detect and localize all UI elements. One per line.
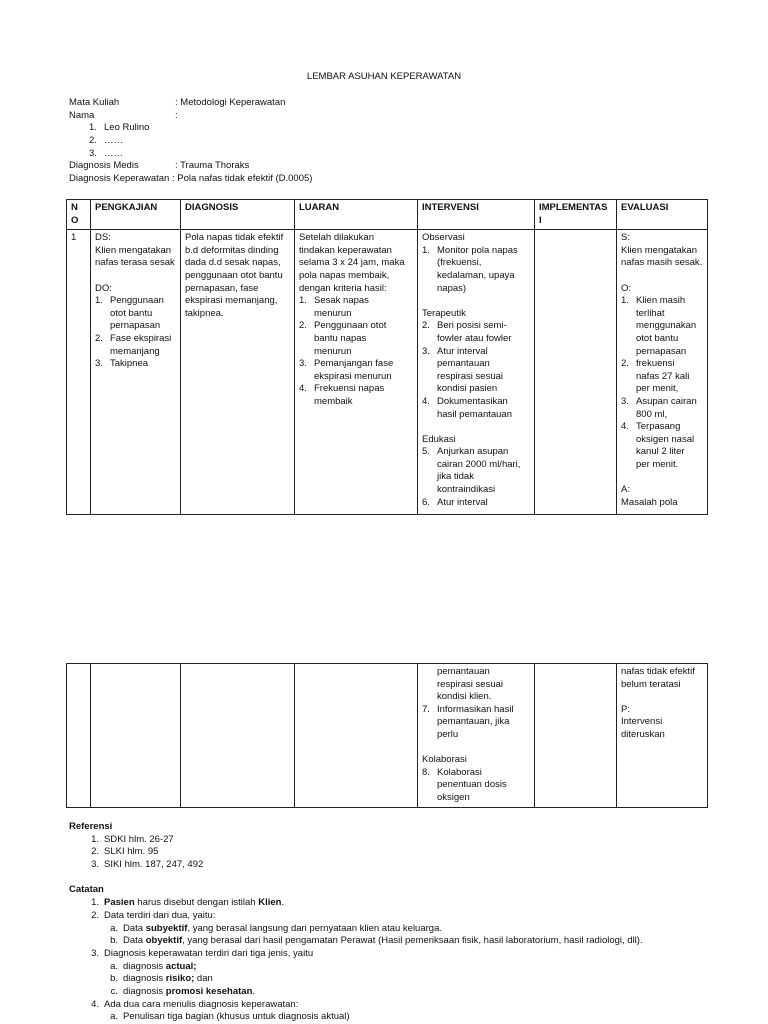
nama-label: Nama [69,109,95,121]
list-item [422,497,530,510]
s-label: S: [621,232,630,244]
item-number: 3. [91,859,99,871]
list-item [95,295,176,333]
list-item [621,295,703,358]
item-number: 3. [91,947,99,959]
a-label: A: [621,484,630,496]
table-header-row [67,200,708,230]
referensi-item [69,846,719,859]
item-text: Frekuensi napas membaik [314,383,385,407]
list-item [422,396,530,421]
text-line: pernapasan, fase [185,282,259,294]
item-number: 2. [91,846,99,858]
catatan-item [69,923,719,936]
text-line: penggunaan otot bantu [185,269,283,281]
item-number: 8. [422,766,430,778]
catatan-item [69,897,719,910]
spacer [621,471,703,484]
referensi-heading: Referensi [69,821,113,832]
table-row [67,230,708,515]
item-text: Terpasang oksigen nasal kanul 2 liter per menit. [636,421,695,470]
item-text: Pemanjangan fase ekspirasi menurun [314,358,394,382]
item-number: 3. [95,358,103,370]
text-line: nafas terasa sesak [95,257,175,269]
item-text: SLKI hlm. 95 [104,846,159,858]
item-text: Monitor pola napas (frekuensi, kedalaman, upaya napas) [437,244,518,294]
catatan-item [69,999,719,1012]
spacer [621,270,703,283]
item-text: Atur interval [437,496,488,508]
item-text: diagnosis actual; [123,960,197,972]
text-line: dada d.d sesak napas, [185,257,281,269]
spacer [621,691,703,704]
item-number: 2. [95,332,103,344]
cell-intervensi [418,230,535,515]
text-line: Intervensi [621,716,663,728]
referensi-item [69,834,719,847]
header-diagnosis: DIAGNOSIS [181,200,295,230]
item-text: diagnosis risiko; dan [123,973,213,985]
list-item [422,245,530,295]
list-item [422,446,530,496]
header-no: N O [67,200,91,230]
item-number: 4. [299,383,307,395]
item-number: 1. [422,244,430,256]
name-number: 2. [89,135,97,147]
referensi-list [69,834,719,872]
list-item [95,358,176,371]
item-number: a. [110,960,118,972]
item-number: 6. [422,496,430,508]
list-item [422,767,530,805]
item-number: 1. [91,897,99,909]
item-number: c. [110,985,118,997]
item-number: 5. [422,446,430,458]
name-text: …… [104,147,123,159]
cell-diagnosis [181,230,295,515]
name-number: 3. [89,147,97,159]
list-item [299,320,413,358]
diagnosis-keperawatan: Diagnosis Keperawatan : Pola nafas tidak efektif (D.0005) [69,173,313,185]
item-number: 3. [299,358,307,370]
item-number: 2. [422,320,430,332]
list-item [422,704,530,742]
continued-item [422,666,530,704]
item-text: Data obyektif, yang berasal dari hasil pengamatan Perawat (Hasil pemeriksaan fisik, hasil laboratorium, hasil radiologi, dll). [123,935,643,947]
kolaborasi-label: Kolaborasi [422,754,467,766]
item-text: Diagnosis keperawatan terdiri dari tiga jenis, yaitu [104,947,314,959]
header-evaluasi: EVALUASI [617,200,708,230]
cell-intervensi-cont [418,664,535,808]
text-line: Klien mengatakan [621,244,698,256]
item-text: Data terdiri dari dua, yaitu: [104,909,216,921]
list-item [299,358,413,383]
terapeutik-label: Terapeutik [422,307,466,319]
item-text: Penggunaan otot bantu pernapasan [110,295,164,332]
text-line: tindakan keperawatan [299,244,392,256]
item-number: 4. [422,395,430,407]
list-item [621,421,703,471]
text-line: Pola napas tidak efektif [185,232,284,244]
item-number: b. [110,973,118,985]
item-text: Penulisan tiga bagian (khusus untuk diagnosis aktual) [123,1011,350,1023]
cell-luaran-cont [295,664,418,808]
text-line: selama 3 x 24 jam, maka [299,257,405,269]
cell-pengkajian-cont [91,664,181,808]
names-list [69,122,709,160]
cell-evaluasi [617,230,708,515]
item-number: 1. [91,833,99,845]
text-line: ekspirasi memanjang, [185,295,278,307]
item-number: 3. [621,395,629,407]
cell-luaran [295,230,418,515]
care-plan-table [66,199,708,515]
item-number: 4. [91,998,99,1010]
spacer [422,742,530,755]
item-text: Beri posisi semi- fowler atau fowler [437,320,512,344]
spacer [95,270,176,283]
header-implementasi: IMPLEMENTAS I [535,200,617,230]
item-text: frekuensi nafas 27 kali per menit, [636,358,690,395]
item-number: 2. [91,909,99,921]
diagnosis-medis-label: Diagnosis Medis [69,160,139,172]
list-item [621,396,703,421]
list-item [95,333,176,358]
catatan-item [69,961,719,974]
list-item [422,320,530,345]
item-text: SDKI hlm. 26-27 [104,833,174,845]
item-number: 1. [95,295,103,307]
item-text: Dokumentasikan hasil pemantauan [437,395,512,420]
item-text: Fase ekspirasi memanjang [110,332,172,357]
item-number: 3. [422,345,430,357]
header-luaran: LUARAN [295,200,418,230]
item-number: 2. [299,320,307,332]
item-number: a. [110,922,118,934]
referensi-item [69,859,719,872]
catatan-item [69,935,719,948]
mata-kuliah-label: Mata Kuliah [69,97,120,108]
list-item [299,295,413,320]
item-text: Takipnea [110,358,149,370]
item-text: Pasien harus disebut dengan istilah Klien. [104,897,285,909]
spacer [422,295,530,308]
nama-value: : [175,109,178,121]
observasi-label: Observasi [422,232,465,244]
header-pengkajian: PENGKAJIAN [91,200,181,230]
mata-kuliah-value: : Metodologi Keperawatan [175,97,286,108]
name-text: …… [104,135,123,147]
catatan-item [69,1011,719,1024]
list-item [422,346,530,396]
catatan-item [69,986,719,999]
name-number: 1. [89,122,97,134]
item-text: Anjurkan asupan cairan 2000 ml/hari, jika tidak kontraindikasi [437,446,521,496]
p-label: P: [621,703,630,715]
cell-diagnosis-cont [181,664,295,808]
text-line: takipnea. [185,307,224,319]
care-plan-table-continued [66,663,708,808]
text-line: Klien mengatakan [95,244,172,256]
text-line: nafas tidak efektif [621,666,695,677]
catatan-item [69,910,719,923]
item-number: 1. [299,295,307,307]
cell-implementasi-cont [535,664,617,808]
item-text: Kolaborasi penentuan dosis oksigen [437,766,507,803]
cell-pengkajian [91,230,181,515]
edukasi-label: Edukasi [422,433,456,445]
list-item [621,358,703,396]
text-line: Masalah pola [621,496,678,508]
header-info [69,97,709,186]
item-number: 1. [621,295,629,307]
item-number: 7. [422,703,430,715]
name-text: Leo Rulino [104,122,150,134]
ds-label: DS: [95,232,111,244]
catatan-heading: Catatan [69,884,104,896]
text-line: nafas masih sesak. [621,257,703,269]
table-row [67,664,708,808]
name-item [69,135,709,148]
text-line: pola napas membaik, [299,269,390,281]
o-label: O: [621,282,632,294]
catatan-list [69,897,719,1024]
item-number: b. [110,935,118,947]
item-text: pemantauan respirasi sesuai kondisi klien. [437,666,503,703]
name-item [69,122,709,135]
text-line: Setelah dilakukan [299,232,374,244]
spacer [422,421,530,434]
item-text: Klien masih terlihat menggunakan otot bantu pernapasan [636,295,697,357]
item-text: Data subyektif, yang berasal langsung dari pernyataan klien atau keluarga. [123,922,442,934]
item-number: 4. [621,421,629,433]
item-text: Atur interval pemantauan respirasi sesuai kondisi pasien [437,345,503,395]
item-text: Ada dua cara menulis diagnosis keperawatan: [104,998,299,1010]
text-line: dengan kriteria hasil: [299,282,387,294]
item-number: 2. [621,358,629,370]
item-text: Asupan cairan 800 ml, [636,395,697,420]
text-line: belum teratasi [621,678,681,690]
list-item [299,383,413,408]
notes-section [69,821,719,1024]
cell-no-cont [67,664,91,808]
cell-evaluasi-cont [617,664,708,808]
do-label: DO: [95,282,112,294]
item-text: diagnosis promosi kesehatan. [123,985,256,997]
diagnosis-medis-value: : Trauma Thoraks [175,160,250,172]
header-intervensi: INTERVENSI [418,200,535,230]
text-line: b.d deformitas dinding [185,244,279,256]
item-text: Sesak napas menurun [314,295,369,319]
text-line: diteruskan [621,728,665,740]
catatan-item [69,948,719,961]
item-text: SIKI hlm. 187, 247, 492 [104,859,204,871]
cell-no: 1 [67,230,91,515]
document-title: LEMBAR ASUHAN KEPERAWATAN [306,71,462,82]
name-item [69,148,709,161]
catatan-item [69,973,719,986]
cell-implementasi [535,230,617,515]
item-number: a. [110,1011,118,1023]
item-text: Penggunaan otot bantu napas menurun [314,320,387,357]
item-text: Informasikan hasil pemantauan, jika perlu [437,703,514,740]
